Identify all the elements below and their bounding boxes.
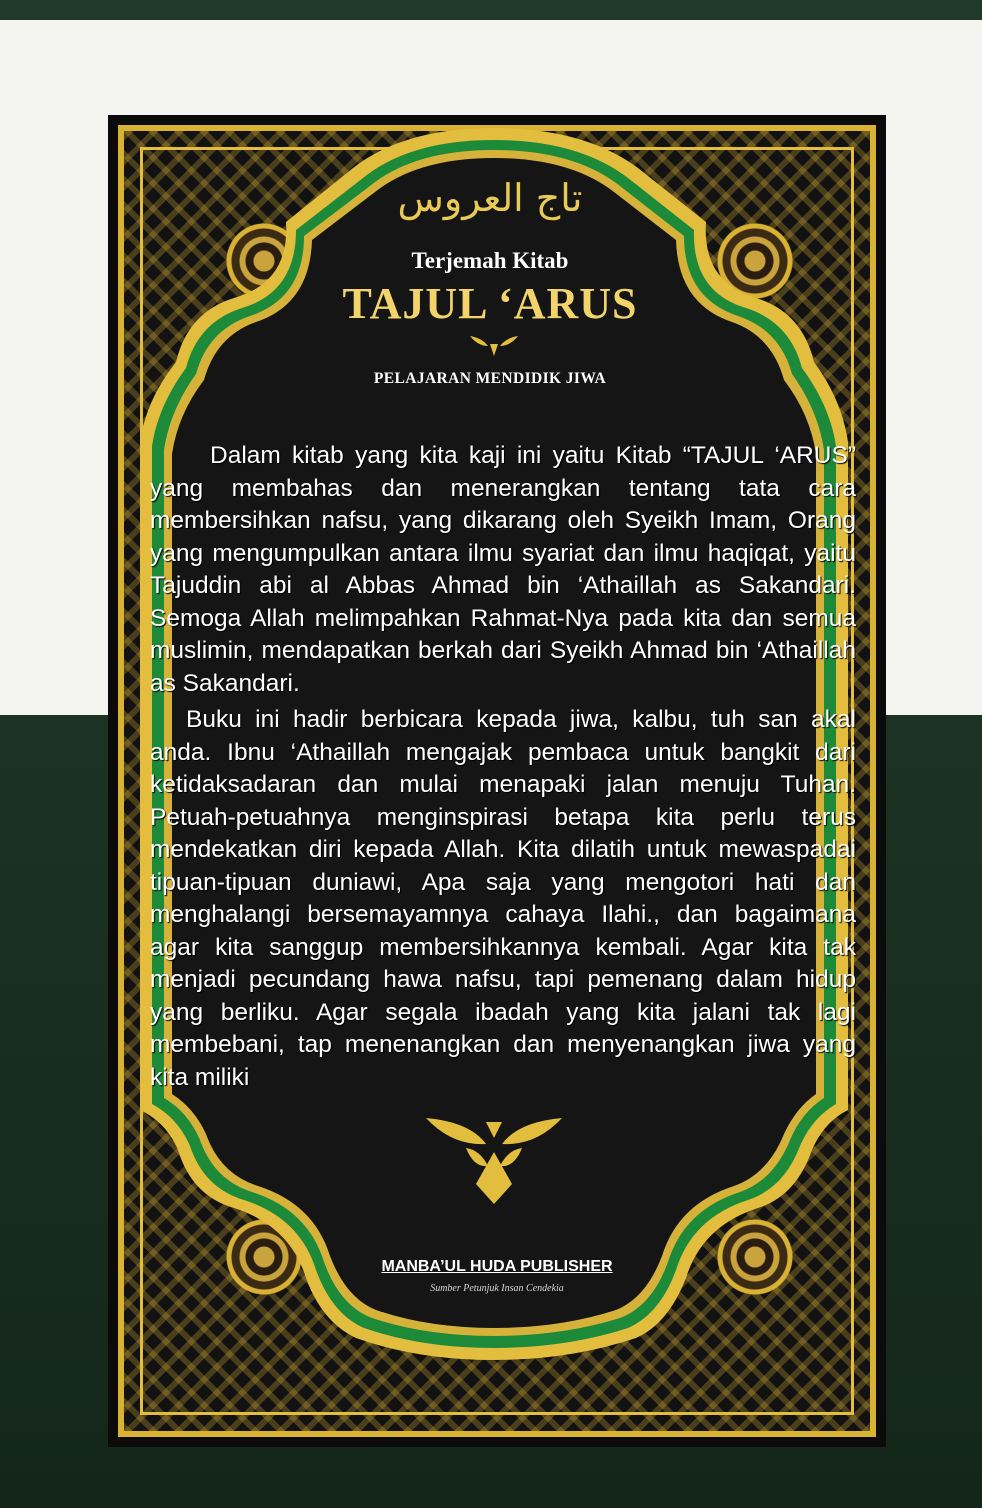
publisher-name: MANBA’UL HUDA PUBLISHER — [381, 1258, 613, 1275]
cover-subtitle: Terjemah Kitab — [411, 248, 569, 273]
cover-tagline: PELAJARAN MENDIDIK JIWA — [373, 370, 607, 387]
synopsis-paragraph-1: Dalam kitab yang kita kaji ini yaitu Kitab “TAJUL ‘ARUS” yang membahas dan menerangkan tentang tata cara membersihkan nafsu, yang dikarang oleh Syeikh Imam, Orang yang mengumpulkan antara ilmu syariat dan ilmu haqiqat, yaitu Tajuddin abi al Abbas Ahmad bin ‘Athaillah as Sakandari. Semoga Allah melimpahkan Rahmat-Nya pada kita dan semua muslimin, mendapatkan berkah dari Syeikh Ahmad bin ‘Athaillah as Sakandari. — [150, 442, 856, 697]
synopsis-paragraph-2: Buku ini hadir berbicara kepada jiwa, kalbu, tuh san akal anda. Ibnu ‘Athaillah mengajak pembaca untuk bangkit dari ketidaksadaran dan mulai menapaki jalan menuju Tuhan. Petuah-petuahnya menginspirasi betapa kita perlu terus mendekatkan diri kepada Allah. Kita dilatih untuk mewaspadai tipuan-tipuan duniawi, Apa saja yang mengotori hati dan menghalangi bersemayamnya cahaya Ilahi., dan bagaimana agar kita sanggup membersihkannya kembali. Agar kita tak menjadi pecundang hawa nafsu, tapi pemenang dalam hidup yang berliku. Agar segala ibadah yang kita jalani tak lagi membebani, tap menenangkan dan menyenangkan jiwa yang kita miliki — [150, 706, 856, 1091]
book-title: TAJUL ‘ARUS — [342, 279, 638, 328]
arabic-title: تاج العروس — [397, 176, 583, 220]
publisher-tagline: Sumber Petunjuk Insan Cendekia — [430, 1283, 564, 1294]
